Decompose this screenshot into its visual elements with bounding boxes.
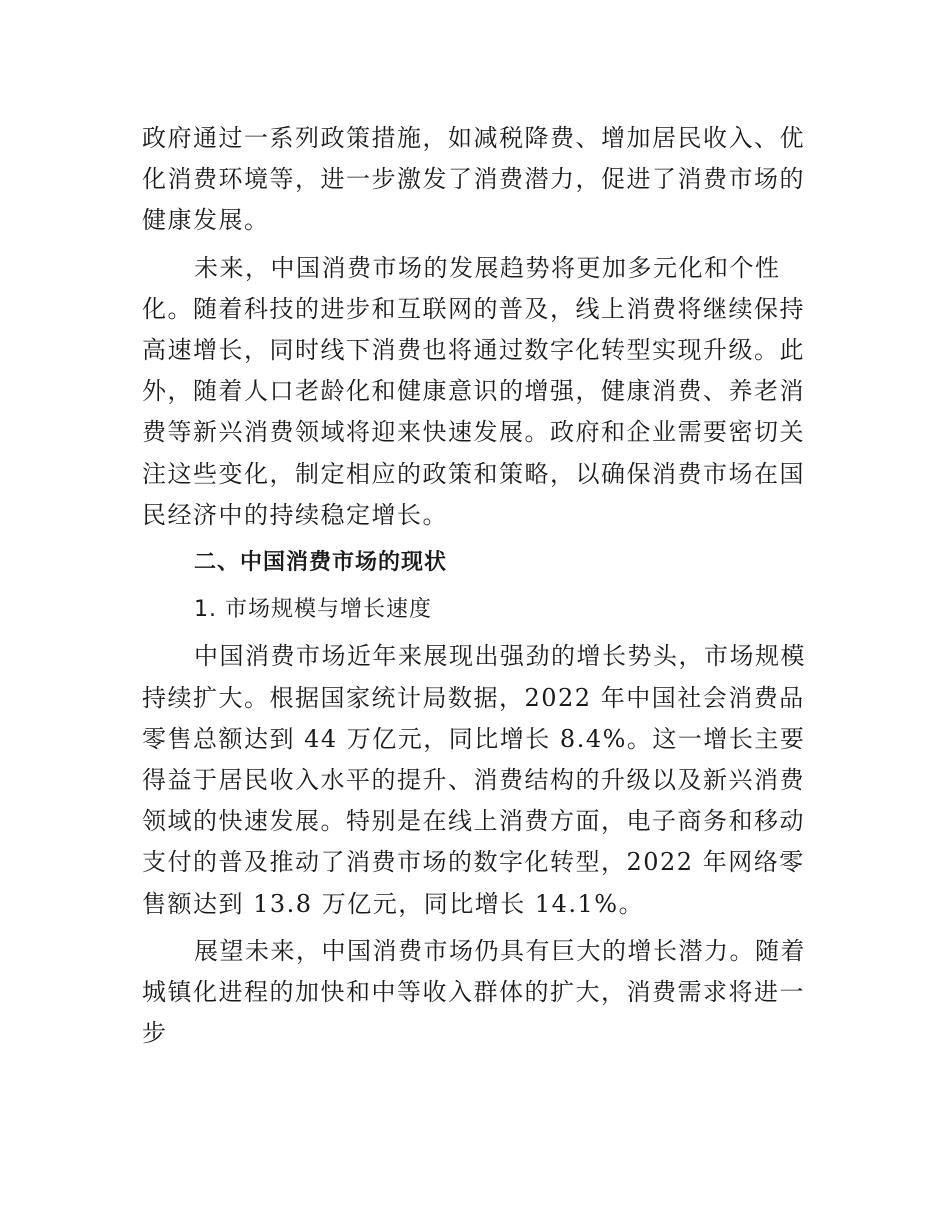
paragraph-policy-continuation: 政府通过一系列政策措施，如减税降费、增加居民收入、优化消费环境等，进一步激发了消费潜力，促进了消费市场的健康发展。 xyxy=(142,124,805,235)
paragraph-outlook: 展望未来，中国消费市场仍具有巨大的增长潜力。随着城镇化进程的加快和中等收入群体的扩大，消费需求将进一步 xyxy=(142,936,806,1048)
document-body xyxy=(142,118,812,1060)
paragraph-market-scale: 中国消费市场近年来展现出强劲的增长势头，市场规模持续扩大。根据国家统计局数据，2022 年中国社会消费品零售总额达到 44 万亿元，同比增长 8.4%。这一增长主要得益于居民收入水平的提升、消费结构的升级以及新兴消费领域的快速发展。特别是在线上消费方面，电子商务和移动支付的普及推动了消费市场的数字化转型，2022 年网络零售额达到 13.8 万亿元，同比增长 14.1%。 xyxy=(142,642,806,918)
subsection-heading: 1. 市场规模与增长速度 xyxy=(194,597,432,623)
paragraph-future-trends: 未来，中国消费市场的发展趋势将更加多元化和个性化。随着科技的进步和互联网的普及，线上消费将继续保持高速增长，同时线下消费也将通过数字化转型实现升级。此外，随着人口老龄化和健康意识的增强，健康消费、养老消费等新兴消费领域将迎来快速发展。政府和企业需要密切关注这些变化，制定相应的政策和策略，以确保消费市场在国民经济中的持续稳定增长。 xyxy=(142,253,805,529)
section-heading: 二、中国消费市场的现状 xyxy=(194,550,448,576)
